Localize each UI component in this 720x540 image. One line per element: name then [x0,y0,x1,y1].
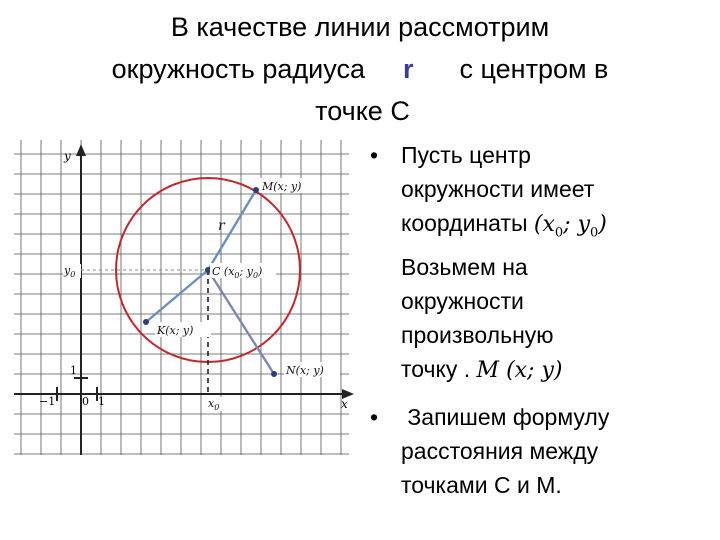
circle-diagram [14,140,359,455]
label-C: C ($x_0$; $y_0$) [212,265,263,280]
bullet-1-line-3 [401,206,716,250]
bullet-list [366,138,716,502]
x-axis-label: x [341,397,348,411]
title-line-2-end: с центром в [459,54,609,84]
center-formula [533,212,607,241]
label-N: N(x; y) [286,364,324,377]
bullet-1-line-7 [401,352,716,388]
bullet-1-line-5: окружности [401,288,524,315]
center-formula-sub-y: 0 [590,225,599,241]
label-M: M(x; y) [262,180,302,193]
center-formula-mid: ; y [563,212,591,237]
title-line-2-start: окружность радиуса [111,54,365,84]
bullet-dot: • [370,142,379,168]
bullet-1-line-3-text: координаты [401,210,528,236]
title-radius-symbol: r [402,54,414,84]
bullet-1-line-7-text: точку . [401,356,471,383]
point-formula: M (x; y) [476,358,563,384]
point-M [253,187,259,193]
y-axis-label: y [64,149,71,163]
title-line-1: В качестве линии рассмотрим [170,12,550,42]
point-K [143,319,149,325]
point-N [271,371,277,377]
center-formula-sub-x: 0 [554,225,564,241]
y-axis-arrow [76,144,86,156]
bullet-1 [366,138,716,388]
bullet-dot: • [370,404,379,431]
slide-title [0,6,720,90]
bullet-2 [366,400,716,502]
tick-one-y: 1 [70,364,77,377]
radius-CM [208,190,256,270]
bullet-1-line-2: окружности имеет [401,176,595,202]
bullet-gap [366,388,716,400]
tick-one-x: 1 [98,395,105,408]
center-formula-close: ) [598,212,607,237]
bullet-2-line-1-text: Запишем формулу [407,404,610,431]
bullet-1-line-4: Возьмем на [401,254,528,281]
title-line-3 [0,90,720,132]
label-r: r [218,218,225,234]
title-line-2 [0,48,720,90]
title-center-symbol: C [390,96,410,126]
center-formula-open: (x [533,212,555,237]
label-K: K(x; y) [157,324,194,337]
tick-zero: 0 [82,395,89,408]
bullet-1-line-6: произвольную [401,322,554,349]
bullet-2-line-3: точками С и М. [401,472,562,499]
bullet-1-line-1: Пусть центр [401,142,531,168]
bullet-2-line-1 [401,400,716,434]
label-x0: $x_0$ [208,397,220,412]
title-line-3-start: точке [315,96,383,126]
bullet-2-line-2: расстояния между [401,438,599,465]
tick-minus-one: −1 [39,395,56,408]
label-y0: $y_0$ [64,264,76,279]
